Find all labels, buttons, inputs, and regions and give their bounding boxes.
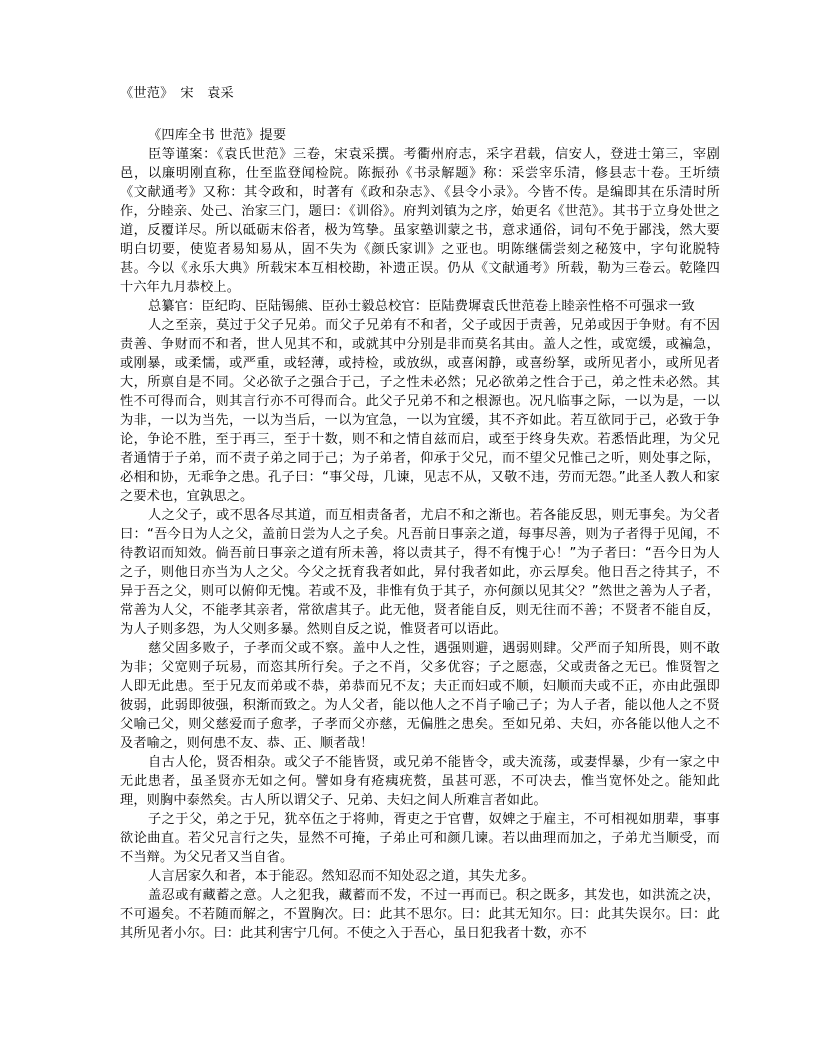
paragraph: 人之至亲，莫过于父子兄弟。而父子兄弟有不和者，父子或因于责善，兄弟或因于争财。有不因责善、争财而不和者，世人见其不和，或就其中分别是非而莫名其由。盖人之性，或宽缓，或褊急，或刚暴，或柔懦，或严重，或轻薄，或持检，或放纵，或喜闲静，或喜纷拏，或所见者小，或所见者大，所禀自是不同。父必欲子之强合于己，子之性未必然；兄必欲弟之性合于己，弟之性未必然。其性不可得而合，则其言行亦不可得而合。此父子兄弟不和之根源也。况凡临事之际，一以为是，一以为非，一以为当先，一以为当后，一以为宜急，一以为宜缓，其不齐如此。若互欲同于己，必致于争论，争论不胜，至于再三，至于十数，则不和之情自兹而启，或至于终身失欢。若悉悟此理，为父兄者通情于子弟，而不责子弟之同于己；为子弟者，仰承于父兄，而不望父兄惟己之听，则处事之际，必相和协，无乖争之患。孔子曰：“事父母，几谏，见志不从，又敬不违，劳而无怨。”此圣人教人和家之要术也，宜孰思之。 [120,318,720,504]
paragraph: 盖忍或有藏蓄之意。人之犯我，藏蓄而不发，不过一再而已。积之既多，其发也，如洪流之决，不可遏矣。不若随而解之，不置胸次。曰：此其不思尔。曰：此其无知尔。曰：此其失误尔。曰：此其所见者小尔。曰：此其利害宁几何。不使之入于吾心，虽日犯我者十数，亦不 [120,888,720,941]
paragraph: 人言居家久和者，本于能忍。然知忍而不知处忍之道，其失尤多。 [148,869,535,884]
paragraph: 人之父子，或不思各尽其道，而互相责备者，尤启不和之渐也。若各能反思，则无事矣。为父者曰：“吾今日为人之父，盖前日尝为人之子矣。凡吾前日事亲之道，每事尽善，则为子者得于见闻，不待教诏而知效。倘吾前日事亲之道有所未善，将以责其子，得不有愧于心！”为子者曰：“吾今日为人之子，则他日亦当为人之父。今父之抚育我者如此，昇付我者如此，亦云厚矣。他日吾之待其子，不异于吾之父，则可以俯仰无愧。若或不及，非惟有负于其子，亦何颜以见其父？”然世之善为人子者，常善为人父，不能孝其亲者，常欲虐其子。此无他，贤者能自反，则无往而不善；不贤者不能自反，为人子则多怨，为人父则多暴。然则自反之说，惟贤者可以语此。 [120,508,720,637]
section-heading: 《四库全书 世范》提要 [148,128,287,143]
paragraph: 慈父固多败子，子孝而父或不察。盖中人之性，遇强则避，遇弱则肆。父严而子知所畏，则不敢为非；父宽则子玩易，而恣其所行矣。子之不肖，父多优容；子之愿悫，父或责备之无已。惟贤智之人即无此患。至于兄友而弟或不恭，弟恭而兄不友；夫正而妇或不顺，妇顺而夫或不正，亦由此强即彼弱，此弱即彼强，积渐而致之。为人父者，能以他人之不肖子喻己子；为人子者，能以他人之不贤父喻己父，则父慈爱而子愈孝，子孝而父亦慈，无偏胜之患矣。至如兄弟、夫妇，亦各能以他人之不及者喻之，则何患不友、恭、正、顺者哉！ [120,641,720,751]
paragraph: 自古人伦，贤否相杂。或父子不能皆贤，或兄弟不能皆令，或夫流荡，或妻悍暴，少有一家之中无此患者，虽圣贤亦无如之何。譬如身有疮痍疣赘，虽甚可恶，不可决去，惟当宽怀处之。能知此理，则胸中泰然矣。古人所以谓父子、兄弟、夫妇之间人所难言者如此。 [120,755,720,808]
document-title: 《世范》 宋 袁采 [120,86,234,101]
paragraph: 臣等谨案：《袁氏世范》三卷，宋袁采撰。考衢州府志，采字君载，信安人，登进士第三，宰剧邑，以廉明刚直称，仕至监登闻检院。陈振孙《书录解题》称：采尝宰乐清，修县志十卷。王圻绩《文献通考》又称：其令政和，时著有《政和杂志》、《县令小录》。今皆不传。是编即其在乐清时所作，分睦亲、处己、治家三门，题曰：《训俗》。府判刘镇为之序，始更名《世范》。其书于立身处世之道，反覆详尽。所以砥砺末俗者，极为笃挚。虽家塾训蒙之书，意求通俗，词句不免于鄙浅，然大要明白切要，使览者易知易从，固不失为《颜氏家训》之亚也。明陈继儒尝刻之秘笈中，字句讹脱特甚。今以《永乐大典》所载宋本互相校勘，补遗正误。仍从《文献通考》所载，勒为三卷云。乾隆四十六年九月恭校上。 [120,147,720,295]
paragraph: 总纂官：臣纪昀、臣陆锡熊、臣孙士毅总校官：臣陆费墀袁氏世范卷上睦亲性格不可强求一致 [148,299,695,314]
paragraph: 子之于父，弟之于兄，犹卒伍之于将帅，胥吏之于官曹，奴婢之于雇主，不可相视如朋辈，事事欲论曲直。若父兄言行之失，显然不可掩，子弟止可和颜几谏。若以曲理而加之，子弟尤当顺受，而不当辩。为父兄者又当自省。 [120,812,720,865]
